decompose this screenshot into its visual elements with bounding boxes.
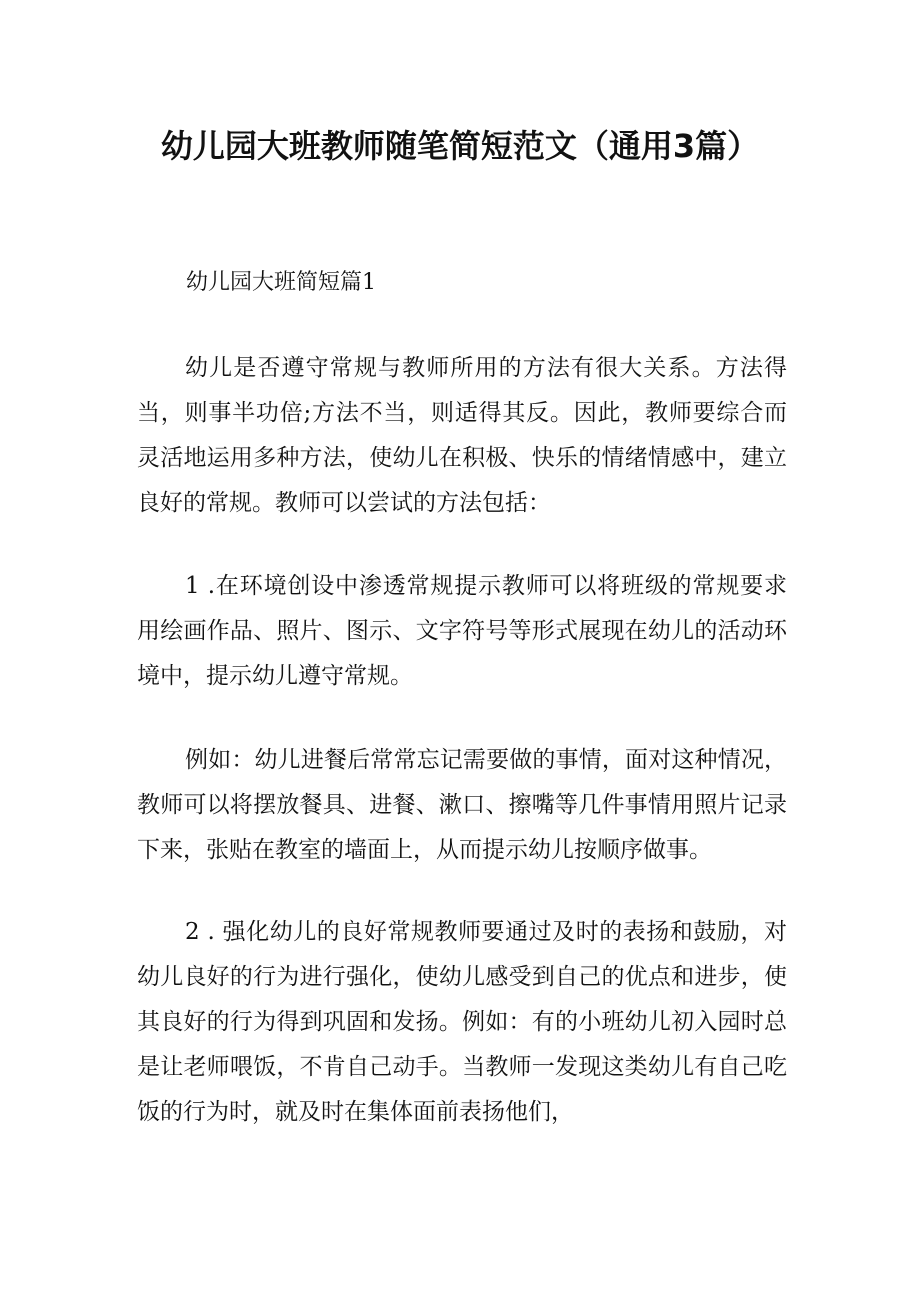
document-title: 幼儿园大班教师随笔简短范文（通用3篇） xyxy=(160,127,760,165)
paragraph: 1 .在环境创设中渗透常规提示教师可以将班级的常规要求用绘画作品、照片、图示、文字符号等形式展现在幼儿的活动环境中，提示幼儿遵守常规。 xyxy=(137,573,787,689)
section-heading: 幼儿园大班简短篇1 xyxy=(186,270,376,295)
paragraph: 2 . 强化幼儿的良好常规教师要通过及时的表扬和鼓励，对幼儿良好的行为进行强化，使幼儿感受到自己的优点和进步，使其良好的行为得到巩固和发扬。例如：有的小班幼儿初入园时总是让老师喂饭，不肯自己动手。当教师一发现这类幼儿有自己吃饭的行为时，就及时在集体面前表扬他们， xyxy=(137,919,787,1125)
paragraph: 例如：幼儿进餐后常常忘记需要做的事情，面对这种情况，教师可以将摆放餐具、进餐、漱口、擦嘴等几件事情用照片记录下来，张贴在教室的墙面上，从而提示幼儿按顺序做事。 xyxy=(137,747,787,863)
paragraph: 幼儿是否遵守常规与教师所用的方法有很大关系。方法得当，则事半功倍;方法不当，则适得其反。因此，教师要综合而灵活地运用多种方法，使幼儿在积极、快乐的情绪情感中，建立良好的常规。教师可以尝试的方法包括： xyxy=(137,355,787,516)
